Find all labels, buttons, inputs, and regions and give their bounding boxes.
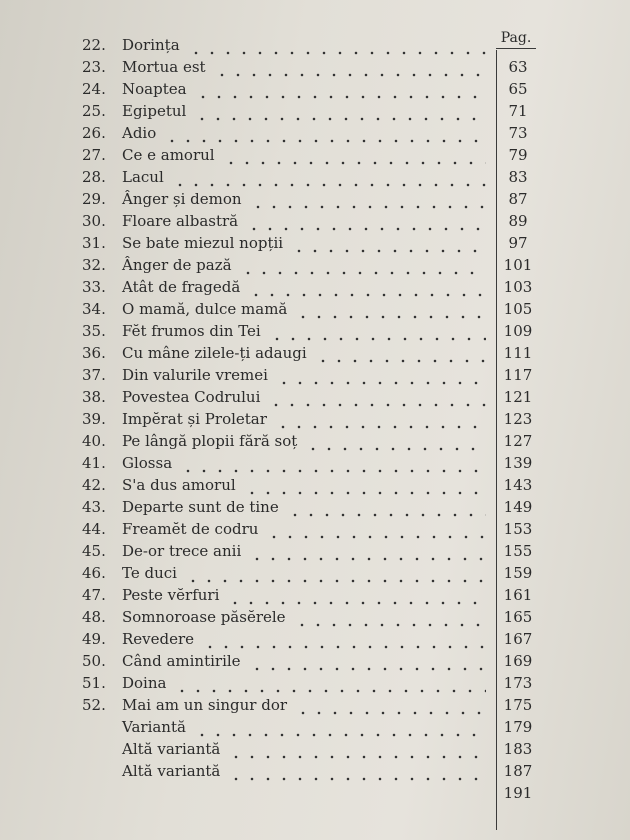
entry-number: 32.	[82, 256, 106, 274]
entry-number: 27.	[82, 146, 106, 164]
entry-page-number: 153	[503, 520, 533, 538]
entry-number: 52.	[82, 696, 106, 714]
entry-number: 23.	[82, 58, 106, 76]
entry-title: Atât de fragedă	[122, 278, 241, 296]
entry-page-number: 101	[503, 256, 533, 274]
dot-leader	[180, 454, 486, 476]
toc-entry	[0, 344, 630, 366]
dot-leader	[214, 58, 486, 80]
entry-number: 31.	[82, 234, 106, 252]
entry-number: 51.	[82, 674, 106, 692]
dot-leader	[269, 322, 486, 344]
entry-page-number: 169	[503, 652, 533, 670]
entry-page-number: 97	[508, 234, 528, 252]
entry-title: Noaptea	[122, 80, 187, 98]
entry-page-number: 121	[503, 388, 533, 406]
toc-entry	[0, 300, 630, 322]
entry-page-number: 149	[503, 498, 533, 516]
toc-entry	[0, 564, 630, 586]
entry-page-number: 71	[508, 102, 528, 120]
entry-title: Mai am un singur dor	[122, 696, 288, 714]
entry-page-number: 159	[503, 564, 533, 582]
dot-leader	[291, 234, 486, 256]
entry-page-number: 89	[508, 212, 528, 230]
toc-entry	[0, 542, 630, 564]
entry-title: Te duci	[122, 564, 177, 582]
table-of-contents	[0, 36, 630, 806]
entry-number: 50.	[82, 652, 106, 670]
toc-entry	[0, 234, 630, 256]
entry-title: Peste vĕrfuri	[122, 586, 220, 604]
toc-entry	[0, 652, 630, 674]
entry-number: 42.	[82, 476, 106, 494]
entry-page-number: 87	[508, 190, 528, 208]
toc-entry	[0, 410, 630, 432]
entry-title: Impĕrat și Proletar	[122, 410, 267, 428]
toc-entry	[0, 102, 630, 124]
toc-entry	[0, 278, 630, 300]
toc-entry	[0, 190, 630, 212]
entry-title: Mortua est	[122, 58, 206, 76]
entry-title: Ânger de pază	[122, 256, 232, 274]
toc-entry	[0, 696, 630, 718]
dot-leader	[294, 608, 486, 630]
dot-leader	[185, 564, 486, 586]
entry-page-number: 173	[503, 674, 533, 692]
entry-number: 49.	[82, 630, 106, 648]
entry-number: 47.	[82, 586, 106, 604]
dot-leader	[287, 498, 486, 520]
entry-title: Se bate miezul nopții	[122, 234, 284, 252]
entry-title: Povestea Codrului	[122, 388, 261, 406]
entry-number: 37.	[82, 366, 106, 384]
entry-title: Variantă	[122, 718, 186, 736]
entry-number: 43.	[82, 498, 106, 516]
entry-number: 26.	[82, 124, 106, 142]
entry-title: S'a dus amorul	[122, 476, 236, 494]
entry-page-number: 111	[503, 344, 533, 362]
entry-page-number: 183	[503, 740, 533, 758]
entry-number: 44.	[82, 520, 106, 538]
entry-number: 28.	[82, 168, 106, 186]
dot-leader	[249, 652, 486, 674]
entry-page-number: 143	[503, 476, 533, 494]
entry-title: Când amintirile	[122, 652, 241, 670]
entry-number: 36.	[82, 344, 106, 362]
toc-entry	[0, 784, 630, 806]
entry-number: 39.	[82, 410, 106, 428]
dot-leader	[195, 80, 486, 102]
toc-entry	[0, 718, 630, 740]
dot-leader	[240, 256, 486, 278]
entry-number: 41.	[82, 454, 106, 472]
entry-page-number: 161	[503, 586, 533, 604]
entry-title: Floare albastră	[122, 212, 239, 230]
dot-leader	[315, 344, 486, 366]
dot-leader	[275, 410, 486, 432]
entry-title: Pe lângă plopii fără soț	[122, 432, 298, 450]
toc-entry	[0, 168, 630, 190]
entry-title: Egipetul	[122, 102, 187, 120]
entry-page-number: 105	[503, 300, 533, 318]
toc-entry	[0, 432, 630, 454]
entry-number: 30.	[82, 212, 106, 230]
toc-entry	[0, 36, 630, 58]
entry-title: Dorința	[122, 36, 180, 54]
toc-entry	[0, 608, 630, 630]
entry-number: 22.	[82, 36, 106, 54]
entry-title: Departe sunt de tine	[122, 498, 279, 516]
entry-page-number: 83	[508, 168, 528, 186]
toc-entry	[0, 212, 630, 234]
entry-number: 24.	[82, 80, 106, 98]
toc-entry	[0, 366, 630, 388]
toc-entry	[0, 80, 630, 102]
entry-page-number: 175	[503, 696, 533, 714]
entry-title: Freamĕt de codru	[122, 520, 259, 538]
dot-leader	[268, 388, 486, 410]
entry-title: O mamă, dulce mamă	[122, 300, 288, 318]
entry-title: Lacul	[122, 168, 164, 186]
toc-entry	[0, 256, 630, 278]
dot-leader	[194, 102, 486, 124]
entry-page-number: 123	[503, 410, 533, 428]
entry-number: 34.	[82, 300, 106, 318]
entry-page-number: 191	[503, 784, 533, 802]
toc-entry	[0, 124, 630, 146]
toc-entry	[0, 740, 630, 762]
dot-leader	[266, 520, 486, 542]
entry-page-number: 79	[508, 146, 528, 164]
entry-title: Doina	[122, 674, 167, 692]
dot-leader	[164, 124, 486, 146]
entry-page-number: 187	[503, 762, 533, 780]
entry-number: 45.	[82, 542, 106, 560]
toc-entry	[0, 498, 630, 520]
entry-number: 35.	[82, 322, 106, 340]
entry-number: 33.	[82, 278, 106, 296]
dot-leader	[249, 542, 486, 564]
entry-title: Ce e amorul	[122, 146, 215, 164]
entry-page-number: 167	[503, 630, 533, 648]
toc-entry	[0, 476, 630, 498]
dot-leader	[305, 432, 486, 454]
entry-title: Ânger și demon	[122, 190, 242, 208]
dot-leader	[246, 212, 486, 234]
dot-leader	[276, 366, 486, 388]
dot-leader	[295, 696, 486, 718]
dot-leader	[202, 630, 486, 652]
dot-leader	[244, 476, 486, 498]
toc-entry	[0, 762, 630, 784]
dot-leader	[172, 168, 486, 190]
entry-title: Fĕt frumos din Tei	[122, 322, 261, 340]
entry-title: De-or trece anii	[122, 542, 242, 560]
entry-page-number: 139	[503, 454, 533, 472]
entry-page-number: 165	[503, 608, 533, 626]
entry-page-number: 65	[508, 80, 528, 98]
entry-number: 38.	[82, 388, 106, 406]
dot-leader	[194, 718, 486, 740]
dot-leader	[174, 674, 486, 696]
entry-page-number: 155	[503, 542, 533, 560]
dot-leader	[223, 146, 486, 168]
entry-page-number: 109	[503, 322, 533, 340]
page-column-header: Pag.	[496, 30, 536, 49]
entry-title: Glossa	[122, 454, 173, 472]
toc-entry	[0, 674, 630, 696]
entry-page-number: 179	[503, 718, 533, 736]
entry-page-number: 63	[508, 58, 528, 76]
dot-leader	[248, 278, 486, 300]
toc-entry	[0, 146, 630, 168]
entry-number: 29.	[82, 190, 106, 208]
entry-number: 46.	[82, 564, 106, 582]
entry-title: Cu mâne zilele-ți adaugi	[122, 344, 307, 362]
dot-leader	[295, 300, 486, 322]
dot-leader	[188, 36, 486, 58]
toc-entry	[0, 322, 630, 344]
entry-page-number: 73	[508, 124, 528, 142]
dot-leader	[227, 586, 486, 608]
entry-number: 40.	[82, 432, 106, 450]
entry-title: Altă variantă	[122, 762, 221, 780]
dot-leader	[250, 190, 486, 212]
entry-title: Adio	[122, 124, 157, 142]
dot-leader	[228, 740, 486, 762]
entry-number: 48.	[82, 608, 106, 626]
entry-page-number: 103	[503, 278, 533, 296]
toc-entry	[0, 630, 630, 652]
entry-title: Din valurile vremei	[122, 366, 268, 384]
entry-page-number: 117	[503, 366, 533, 384]
toc-entry	[0, 388, 630, 410]
entry-title: Revedere	[122, 630, 195, 648]
entry-page-number: 127	[503, 432, 533, 450]
toc-entry	[0, 520, 630, 542]
dot-leader	[228, 762, 486, 784]
toc-entry	[0, 586, 630, 608]
toc-entry	[0, 58, 630, 80]
entry-number: 25.	[82, 102, 106, 120]
toc-entry	[0, 454, 630, 476]
entry-title: Somnoroase păsĕrele	[122, 608, 286, 626]
entry-title: Altă variantă	[122, 740, 221, 758]
